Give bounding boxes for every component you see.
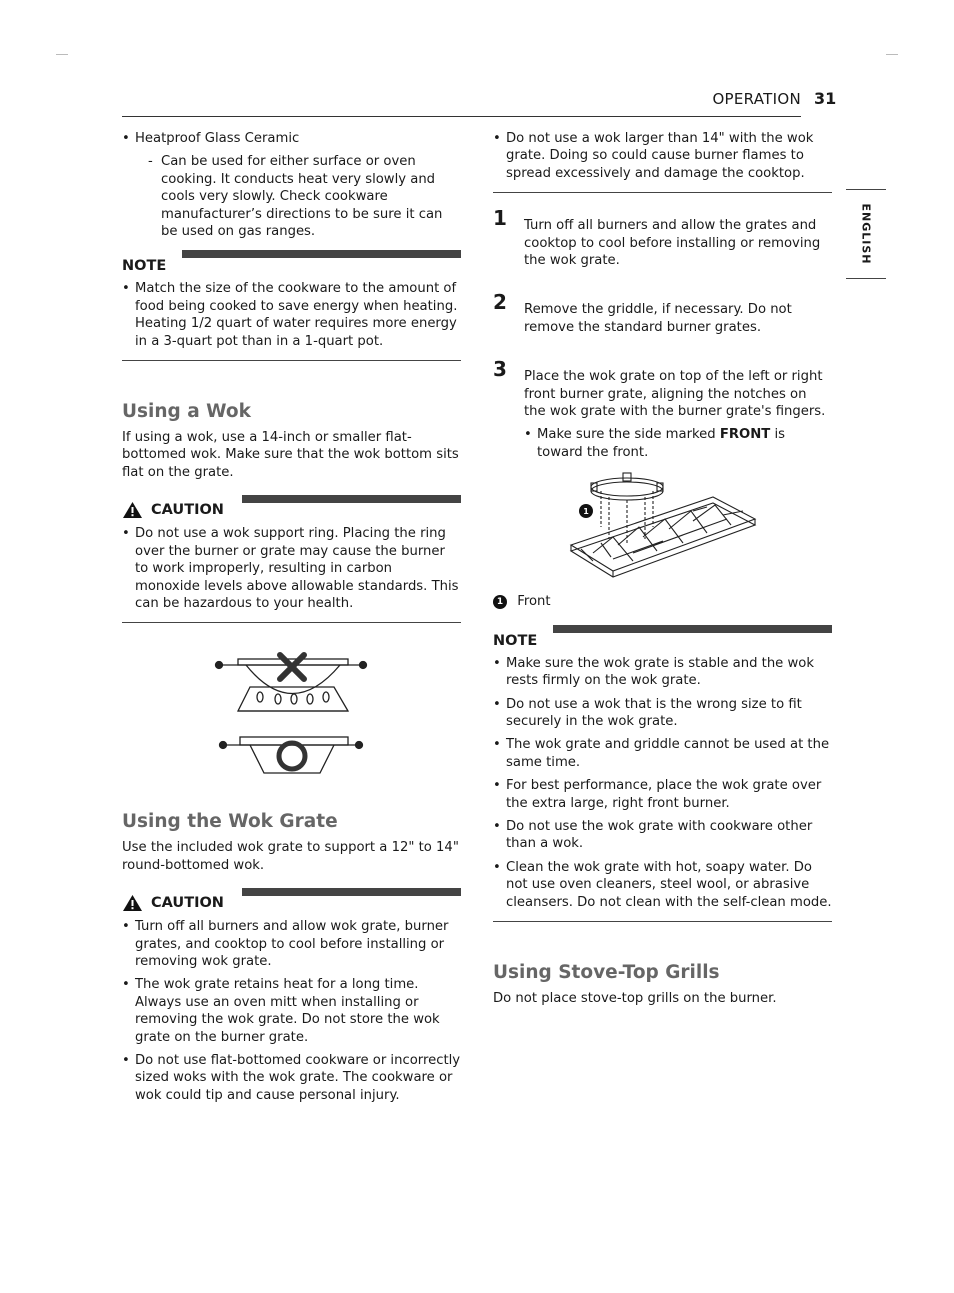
step3-bullet: • Make sure the side marked FRONT is toward the front.	[524, 426, 832, 461]
warning-cont-box	[493, 130, 832, 193]
note-item: • The wok grate and griddle cannot be used at the same time.	[493, 736, 832, 771]
note-bar-2	[553, 625, 832, 633]
step-text: Turn off all burners and allow the grates and cooktop to cool before installing or removing the wok grate.	[524, 218, 821, 269]
caution-bar	[242, 495, 461, 503]
caution-title: CAUTION	[151, 502, 224, 519]
step-text: Remove the griddle, if necessary. Do not remove the standard burner grates.	[524, 302, 792, 335]
callout-label: Front	[517, 594, 551, 610]
list-item	[122, 130, 461, 240]
caution-list-2	[122, 918, 461, 1104]
note-item: • Do not use a wok that is the wrong size to fit securely in the wok grate.	[493, 696, 832, 731]
caution-item: • Do not use flat-bottomed cookware or incorrectly sized woks with the wok grate. The cookware or wok could tip and cause personal injury.	[122, 1052, 461, 1104]
glass-sublist	[135, 153, 461, 240]
caution-title-wrap	[122, 501, 228, 519]
caution-box-2	[122, 912, 461, 1104]
note-item: • Clean the wok grate with hot, soapy water. Do not use oven cleaners, steel wool, or abrasive cleansers. Do not clean with the self-clean mode.	[493, 859, 832, 911]
note-item: • Make sure the wok grate is stable and the wok rests firmly on the wok grate.	[493, 655, 832, 690]
crop-mark	[886, 54, 898, 55]
note-header	[122, 250, 461, 274]
note-title: NOTE	[122, 258, 170, 274]
note-item: • Match the size of the cookware to the amount of food being cooked to save energy when heating. Heating 1/2 quart of water requires more energy in a 3-quart pot than in a 1-quart pot.	[122, 280, 461, 350]
glass-bullet: Heatproof Glass Ceramic	[135, 131, 300, 146]
note-item: • For best performance, place the wok grate over the extra large, right front burner.	[493, 777, 832, 812]
warning-icon	[122, 501, 143, 519]
caution-item: • Do not use a wok support ring. Placing the ring over the burner or grate may cause the burner to work improperly, resulting in carbon monoxide levels above allowable standards. This can be hazardous to your health.	[122, 525, 461, 612]
wok-heading: Using a Wok	[122, 401, 251, 423]
left-column	[122, 130, 461, 1110]
caution-header	[122, 495, 461, 519]
note-box	[122, 274, 461, 361]
caution-title-2: CAUTION	[151, 895, 224, 912]
caution-item: • The wok grate retains heat for a long time. Always use an oven mitt when installing or removing the wok grate. Do not store the wok grate on the burner grate.	[122, 976, 461, 1046]
callout-number: 1	[493, 595, 507, 609]
right-column	[493, 130, 832, 1007]
step-1	[493, 206, 832, 269]
wok-grate-illustration	[493, 467, 832, 585]
step-number: 1	[493, 206, 507, 231]
grills-body: Do not place stove-top grills on the burner.	[493, 990, 777, 1006]
wok-body: If using a wok, use a 14-inch or smaller flat-bottomed wok. Make sure that the wok bottom sits flat on the grate.	[122, 430, 459, 480]
note-title-2: NOTE	[493, 633, 541, 649]
warning-cont-list	[493, 130, 832, 182]
page-header	[122, 88, 801, 117]
caution-bar-2	[242, 888, 461, 896]
caution-header-2	[122, 888, 461, 912]
note-list-2	[493, 655, 832, 911]
wok-grate-body: Use the included wok grate to support a 12" to 14" round-bottomed wok.	[122, 840, 459, 873]
diagram-callout-number: 1	[583, 507, 589, 517]
note-box-2	[493, 649, 832, 922]
caution-title-wrap-2	[122, 894, 228, 912]
step-2	[493, 290, 832, 336]
step3-sublist	[524, 426, 832, 461]
wok-ring-illustration	[122, 647, 461, 787]
step-text: Place the wok grate on top of the left or right front burner grate, aligning the notches on the wok grate with the burner grate's fingers.	[524, 369, 826, 420]
note-header-2	[493, 625, 832, 649]
glass-list	[122, 130, 461, 240]
caution-box	[122, 519, 461, 623]
step-number: 3	[493, 357, 507, 382]
section-title: OPERATION	[712, 90, 801, 108]
grills-heading: Using Stove-Top Grills	[493, 961, 720, 983]
glass-dash-item: - Can be used for either surface or oven cooking. It conducts heat very slowly and cools very slowly. Check cookware manufacturer’s directions to be sure it can be used on gas ranges.	[135, 153, 461, 240]
note-bar	[182, 250, 461, 258]
language-tab	[846, 189, 886, 279]
crop-mark	[56, 54, 68, 55]
language-label: ENGLISH	[859, 203, 873, 265]
wok-grate-heading: Using the Wok Grate	[122, 811, 338, 833]
front-label: FRONT	[719, 427, 771, 443]
step-3	[493, 357, 832, 461]
warning-cont-item: • Do not use a wok larger than 14" with the wok grate. Doing so could cause burner flames to spread excessively and damage the cooktop.	[493, 130, 832, 182]
note-list	[122, 280, 461, 350]
caution-item: • Turn off all burners and allow wok grate, burner grates, and cooktop to cool before installing or removing wok grate.	[122, 918, 461, 970]
caution-list	[122, 525, 461, 612]
callout-legend	[493, 593, 832, 610]
page-number: 31	[814, 89, 837, 108]
step-number: 2	[493, 290, 507, 315]
warning-icon	[122, 894, 143, 912]
note-item: • Do not use the wok grate with cookware other than a wok.	[493, 818, 832, 853]
